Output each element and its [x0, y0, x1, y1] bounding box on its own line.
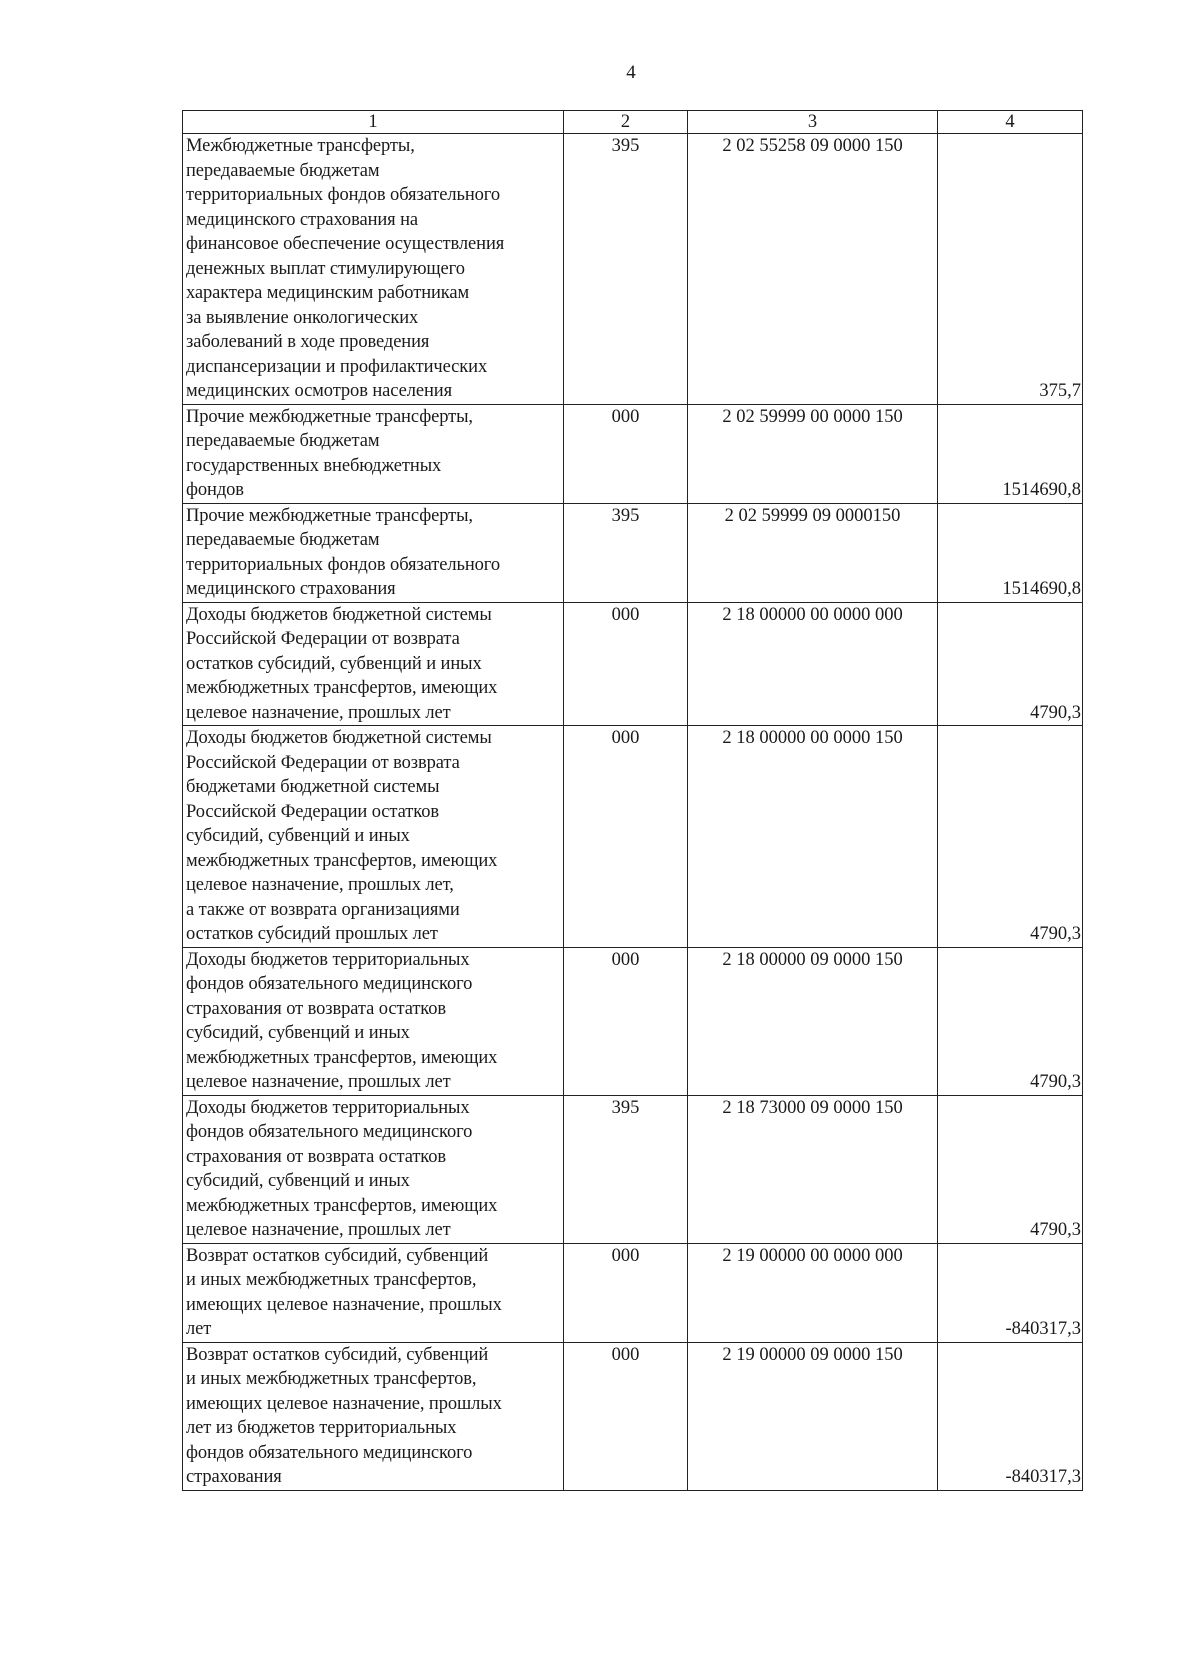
administrator-code-cell: 000 — [564, 1342, 688, 1490]
revenue-name-line: Возврат остатков субсидий, субвенций — [186, 1245, 489, 1266]
header-col-4: 4 — [938, 111, 1083, 134]
revenue-name-line: государственных внебюджетных — [186, 455, 442, 476]
table-row — [183, 1095, 1083, 1243]
budget-classification-code-cell: 2 18 00000 00 0000 000 — [688, 602, 938, 726]
budget-classification-code-cell: 2 02 55258 09 0000 150 — [688, 134, 938, 405]
revenue-name-line: имеющих целевое назначение, прошлых — [186, 1294, 502, 1315]
revenue-name-cell — [183, 1243, 564, 1342]
budget-classification-code-cell: 2 18 00000 09 0000 150 — [688, 947, 938, 1095]
revenue-name-line: целевое назначение, прошлых лет, — [186, 875, 454, 895]
header-col-1: 1 — [183, 111, 564, 134]
revenue-name-line: Доходы бюджетов бюджетной системы — [186, 604, 492, 625]
table-row — [183, 1342, 1083, 1490]
administrator-code-cell: 000 — [564, 602, 688, 726]
table-row — [183, 726, 1083, 948]
revenue-name-line: фондов обязательного медицинского — [186, 1122, 473, 1142]
administrator-code-cell: 395 — [564, 134, 688, 405]
revenue-name-line: бюджетами бюджетной системы — [186, 777, 440, 797]
administrator-code-cell: 000 — [564, 726, 688, 948]
administrator-code-cell: 395 — [564, 503, 688, 602]
revenue-name-line: территориальных фондов обязательного — [186, 554, 500, 575]
amount-cell: 1514690,8 — [938, 503, 1083, 602]
administrator-code-cell: 000 — [564, 947, 688, 1095]
header-col-2: 2 — [564, 111, 688, 134]
amount-cell: 4790,3 — [938, 947, 1083, 1095]
administrator-code-cell: 000 — [564, 1243, 688, 1342]
revenue-name-cell — [183, 1342, 564, 1490]
revenue-name-line: субсидий, субвенций и иных — [186, 826, 410, 846]
revenue-name-line: целевое назначение, прошлых лет — [186, 702, 451, 723]
revenue-name-line: межбюджетных трансфертов, имеющих — [186, 1047, 498, 1068]
table-body — [183, 134, 1083, 1491]
revenue-name-line: фондов обязательного медицинского — [186, 1442, 473, 1463]
revenue-name-line: заболеваний в ходе проведения — [186, 332, 430, 352]
budget-classification-code-cell: 2 02 59999 09 0000150 — [688, 503, 938, 602]
revenue-name-line: Российской Федерации остатков — [186, 801, 439, 822]
revenue-name-cell — [183, 1095, 564, 1243]
revenue-name-line: диспансеризации и профилактических — [186, 356, 488, 377]
revenue-name-cell — [183, 134, 564, 405]
revenue-name-line: субсидий, субвенций и иных — [186, 1023, 410, 1043]
amount-cell: -840317,3 — [938, 1342, 1083, 1490]
revenue-name-line: Доходы бюджетов бюджетной системы — [186, 728, 492, 748]
revenue-name-line: Прочие межбюджетные трансферты, — [186, 505, 473, 526]
budget-classification-code-cell: 2 02 59999 00 0000 150 — [688, 404, 938, 503]
revenue-name-line: характера медицинским работникам — [186, 283, 470, 303]
revenue-name-line: медицинских осмотров населения — [186, 381, 452, 401]
revenue-name-line: финансовое обеспечение осуществления — [186, 234, 505, 254]
revenue-name-line: страхования от возврата остатков — [186, 998, 447, 1019]
amount-cell: 4790,3 — [938, 1095, 1083, 1243]
revenue-name-line: и иных межбюджетных трансфертов, — [186, 1270, 477, 1290]
revenue-name-line: межбюджетных трансфертов, имеющих — [186, 1195, 498, 1216]
table-row — [183, 602, 1083, 726]
revenue-name-line: лет из бюджетов территориальных — [186, 1418, 457, 1438]
revenue-name-line: Российской Федерации от возврата — [186, 752, 460, 773]
revenue-name-cell — [183, 503, 564, 602]
revenue-name-line: страхования — [186, 1467, 282, 1487]
revenue-name-line: целевое назначение, прошлых лет — [186, 1220, 451, 1240]
budget-classification-code-cell: 2 19 00000 09 0000 150 — [688, 1342, 938, 1490]
revenue-name-line: субсидий, субвенций и иных — [186, 1171, 410, 1191]
revenue-name-line: а также от возврата организациями — [186, 899, 460, 920]
revenue-name-line: имеющих целевое назначение, прошлых — [186, 1393, 502, 1414]
revenue-name-line: медицинского страхования — [186, 579, 396, 599]
revenue-name-line: фондов обязательного медицинского — [186, 974, 473, 994]
amount-cell: 4790,3 — [938, 726, 1083, 948]
table-row — [183, 947, 1083, 1095]
table-row — [183, 134, 1083, 405]
revenue-name-line: Российской Федерации от возврата — [186, 629, 460, 649]
revenue-name-line: Доходы бюджетов территориальных — [186, 1097, 470, 1118]
budget-classification-code-cell: 2 18 73000 09 0000 150 — [688, 1095, 938, 1243]
budget-revenue-table — [182, 110, 1083, 1491]
revenue-name-line: передаваемые бюджетам — [186, 160, 380, 181]
revenue-name-line: остатков субсидий, субвенций и иных — [186, 653, 482, 674]
amount-cell: 4790,3 — [938, 602, 1083, 726]
revenue-name-line: Возврат остатков субсидий, субвенций — [186, 1344, 489, 1365]
revenue-name-line: страхования от возврата остатков — [186, 1146, 447, 1167]
revenue-name-cell — [183, 602, 564, 726]
revenue-name-line: территориальных фондов обязательного — [186, 185, 500, 205]
budget-revenue-table-wrapper — [182, 110, 1083, 1491]
table-row — [183, 1243, 1083, 1342]
amount-cell: -840317,3 — [938, 1243, 1083, 1342]
revenue-name-line: денежных выплат стимулирующего — [186, 258, 465, 279]
amount-cell: 375,7 — [938, 134, 1083, 405]
header-row — [183, 111, 1083, 134]
revenue-name-line: Доходы бюджетов территориальных — [186, 949, 470, 970]
page-number: 4 — [626, 62, 636, 83]
revenue-name-line: остатков субсидий прошлых лет — [186, 924, 438, 944]
administrator-code-cell: 000 — [564, 404, 688, 503]
revenue-name-line: Межбюджетные трансферты, — [186, 136, 415, 156]
revenue-name-line: передаваемые бюджетам — [186, 431, 380, 451]
revenue-name-line: передаваемые бюджетам — [186, 530, 380, 550]
budget-classification-code-cell: 2 18 00000 00 0000 150 — [688, 726, 938, 948]
revenue-name-line: лет — [186, 1319, 212, 1339]
revenue-name-line: Прочие межбюджетные трансферты, — [186, 406, 473, 427]
revenue-name-line: медицинского страхования на — [186, 209, 419, 230]
revenue-name-line: за выявление онкологических — [186, 307, 419, 328]
budget-classification-code-cell: 2 19 00000 00 0000 000 — [688, 1243, 938, 1342]
table-row — [183, 503, 1083, 602]
revenue-name-cell — [183, 947, 564, 1095]
revenue-name-line: и иных межбюджетных трансфертов, — [186, 1369, 477, 1389]
administrator-code-cell: 395 — [564, 1095, 688, 1243]
table-row — [183, 404, 1083, 503]
amount-cell: 1514690,8 — [938, 404, 1083, 503]
header-col-3: 3 — [688, 111, 938, 134]
revenue-name-line: целевое назначение, прошлых лет — [186, 1072, 451, 1092]
revenue-name-line: фондов — [186, 480, 244, 500]
revenue-name-line: межбюджетных трансфертов, имеющих — [186, 850, 498, 871]
revenue-name-cell — [183, 404, 564, 503]
revenue-name-cell — [183, 726, 564, 948]
revenue-name-line: межбюджетных трансфертов, имеющих — [186, 678, 498, 698]
